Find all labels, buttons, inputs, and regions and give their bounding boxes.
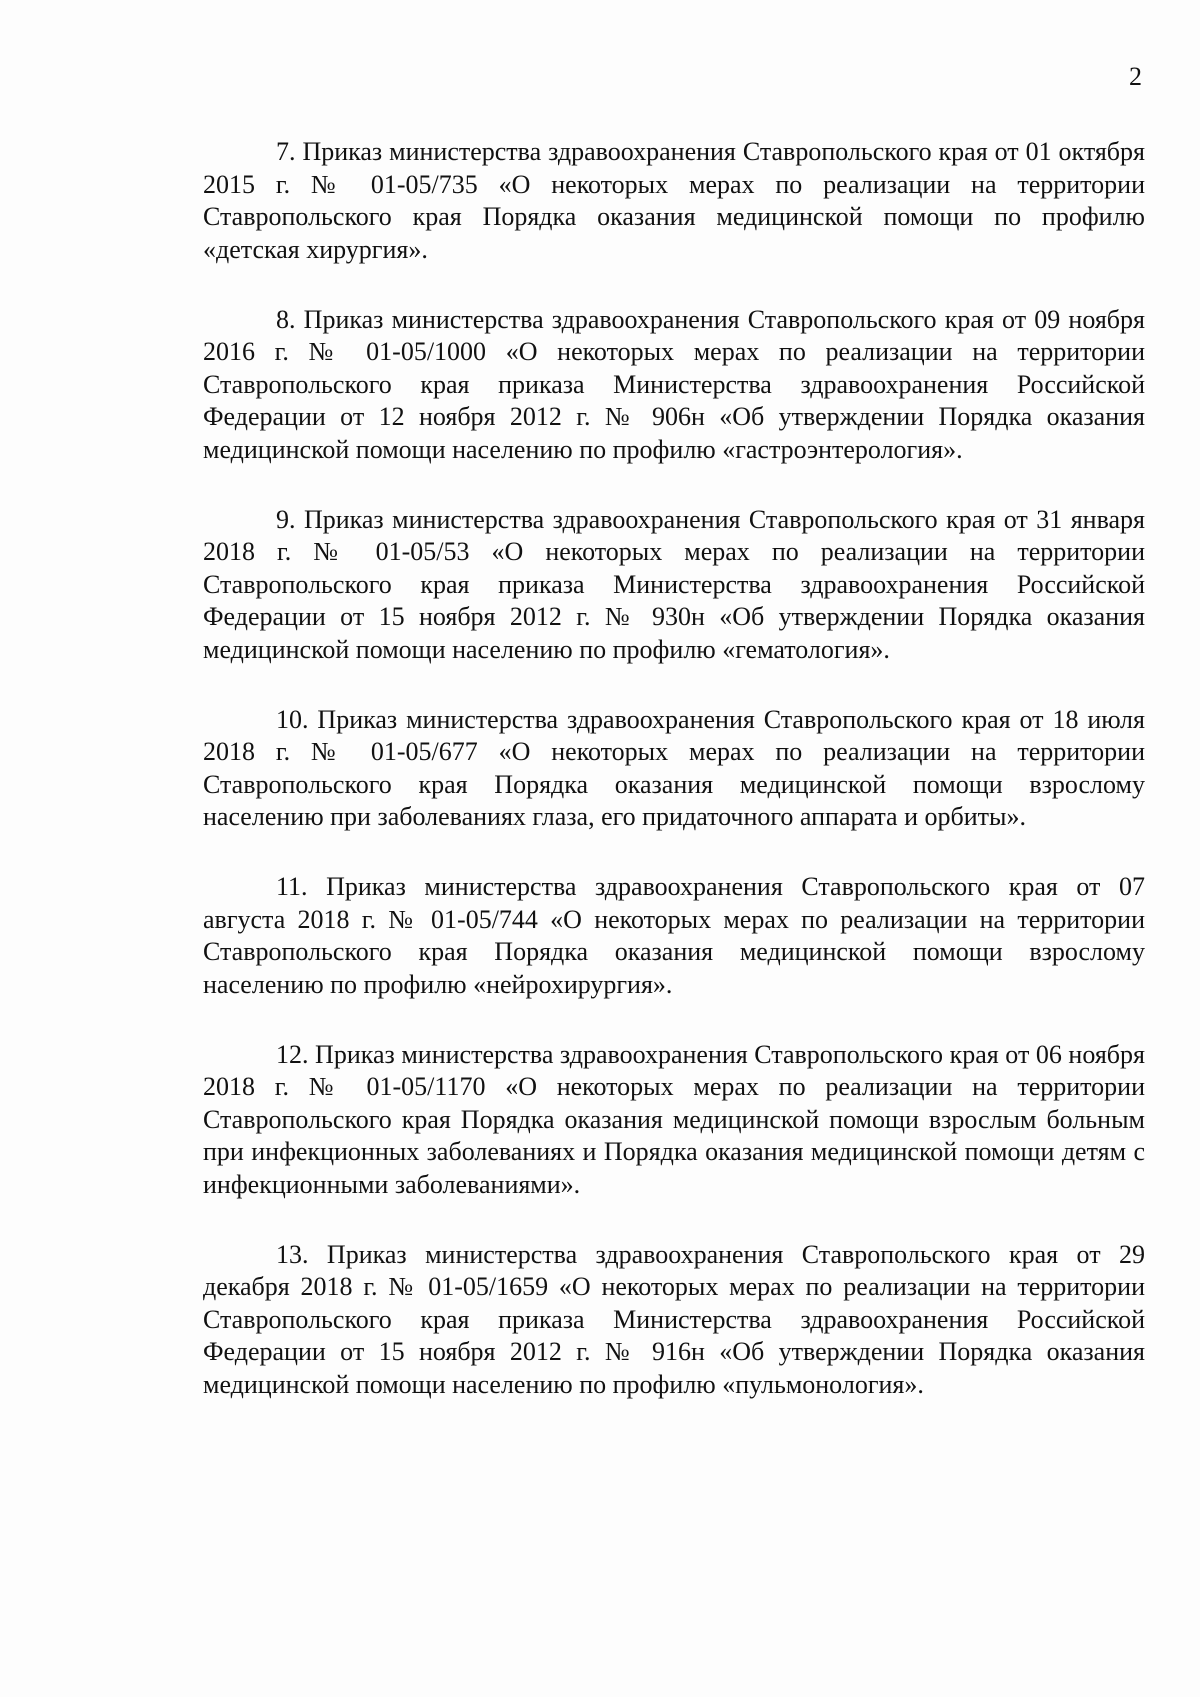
list-item: 12. Приказ министерства здравоохранения Ставропольского края от 06 ноября 2018 г. № 01-05/1170 «О некоторых мерах по реализации на территории Ставропольского края Порядка оказания медицинской помощи взрослым больным при инфекционных заболеваниях и Порядка оказания медицинской помощи детям с инфекционными заболеваниями».: [203, 1039, 1145, 1199]
list-item: 10. Приказ министерства здравоохранения Ставропольского края от 18 июля 2018 г. № 01-05/677 «О некоторых мерах по реализации на территории Ставропольского края Порядка оказания медицинской помощи взрослому населению при заболеваниях глаза, его придаточного аппарата и орбиты».: [203, 704, 1145, 831]
list-item: 13. Приказ министерства здравоохранения Ставропольского края от 29 декабря 2018 г. № 01-05/1659 «О некоторых мерах по реализации на территории Ставропольского края приказа Министерства здравоохранения Российской Федерации от 15 ноября 2012 г. № 916н «Об утверждении Порядка оказания медицинской помощи населению по профилю «пульмонология».: [203, 1239, 1145, 1399]
page-number: 2: [1129, 62, 1142, 91]
list-item: 7. Приказ министерства здравоохранения Ставропольского края от 01 октября 2015 г. № 01-05/735 «О некоторых мерах по реализации на территории Ставропольского края Порядка оказания медицинской помощи по профилю «детская хирургия».: [203, 137, 1145, 264]
list-item: 8. Приказ министерства здравоохранения Ставропольского края от 09 ноября 2016 г. № 01-05/1000 «О некоторых мерах по реализации на территории Ставропольского края приказа Министерства здравоохранения Российской Федерации от 12 ноября 2012 г. № 906н «Об утверждении Порядка оказания медицинской помощи населению по профилю «гастроэнтерология».: [203, 304, 1145, 464]
list-item: 9. Приказ министерства здравоохранения Ставропольского края от 31 января 2018 г. № 01-05/53 «О некоторых мерах по реализации на территории Ставропольского края приказа Министерства здравоохранения Российской Федерации от 15 ноября 2012 г. № 930н «Об утверждении Порядка оказания медицинской помощи населению по профилю «гематология».: [203, 504, 1145, 664]
list-item: 11. Приказ министерства здравоохранения Ставропольского края от 07 августа 2018 г. № 01-05/744 «О некоторых мерах по реализации на территории Ставропольского края Порядка оказания медицинской помощи взрослому населению по профилю «нейрохирургия».: [203, 872, 1145, 999]
document-body: [203, 136, 1145, 1439]
